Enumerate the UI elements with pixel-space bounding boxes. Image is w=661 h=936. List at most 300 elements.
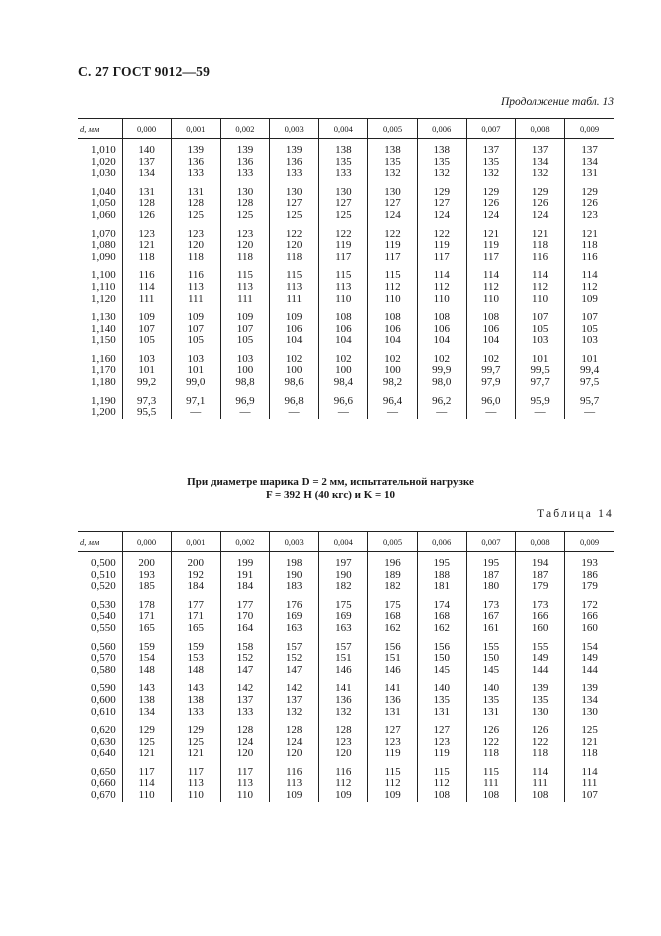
hardness-value: 104 — [384, 334, 401, 347]
hardness-value: 135 — [482, 155, 500, 168]
hardness-cell — [122, 305, 171, 347]
hardness-cell — [417, 593, 466, 635]
hardness-value: 117 — [482, 250, 499, 263]
hardness-value: 130 — [581, 705, 598, 718]
hardness-value: 114 — [138, 777, 155, 790]
hardness-value: 115 — [335, 269, 352, 282]
hardness-cell — [466, 347, 515, 389]
column-header: 0,008 — [516, 532, 565, 552]
hardness-value: 136 — [384, 693, 401, 706]
hardness-value: 133 — [335, 167, 352, 180]
hardness-value: 122 — [531, 735, 549, 748]
hardness-value: 137 — [482, 144, 500, 156]
hardness-value: 107 — [581, 311, 598, 323]
hardness-value: 131 — [581, 167, 598, 180]
hardness-value: 114 — [581, 765, 598, 778]
hardness-value: 143 — [138, 682, 155, 695]
diameter-value: 0,570 — [91, 652, 116, 665]
hardness-value: 182 — [335, 580, 352, 593]
hardness-value: 148 — [138, 663, 155, 676]
diameter-value: 1,130 — [91, 311, 116, 323]
diameter-value: 0,590 — [91, 682, 116, 695]
hardness-cell — [270, 718, 319, 760]
row-group — [78, 760, 614, 802]
hardness-value: 159 — [138, 640, 155, 653]
hardness-value: — — [337, 406, 349, 419]
hardness-value: 114 — [433, 269, 450, 282]
hardness-value: 128 — [138, 197, 155, 210]
column-header: 0,002 — [220, 532, 269, 552]
hardness-value: 101 — [531, 352, 549, 365]
hardness-cell — [417, 347, 466, 389]
hardness-cell — [270, 389, 319, 419]
hardness-value: 174 — [433, 598, 450, 611]
hardness-value: 139 — [531, 682, 549, 695]
hardness-value: 109 — [138, 311, 155, 323]
column-header: 0,003 — [270, 532, 319, 552]
hardness-value: 125 — [581, 724, 598, 736]
diameter-value: 1,090 — [91, 250, 116, 263]
row-group — [78, 552, 614, 594]
hardness-cell — [565, 718, 614, 760]
hardness-value: 173 — [531, 598, 549, 611]
hardness-value: 160 — [531, 622, 549, 635]
hardness-value: 155 — [482, 640, 500, 653]
hardness-cell — [122, 180, 171, 222]
hardness-value: 135 — [384, 155, 401, 168]
hardness-value: 106 — [433, 322, 450, 335]
hardness-cell — [171, 635, 220, 677]
hardness-cell — [171, 389, 220, 419]
diameter-value: 1,150 — [91, 334, 116, 347]
hardness-value: 113 — [286, 280, 303, 293]
diameter-value: 1,020 — [91, 155, 116, 168]
hardness-cell — [516, 389, 565, 419]
hardness-value: 167 — [482, 610, 500, 623]
hardness-value: 157 — [285, 640, 303, 653]
hardness-cell — [319, 264, 368, 306]
hardness-value: 169 — [335, 610, 352, 623]
hardness-value: 107 — [187, 322, 205, 335]
diameter-value: 1,100 — [91, 269, 116, 282]
hardness-value: 106 — [482, 322, 500, 335]
hardness-value: 158 — [236, 640, 254, 653]
hardness-cell — [565, 389, 614, 419]
hardness-cell — [565, 264, 614, 306]
diameter-value: 0,550 — [91, 622, 116, 635]
hardness-value: 103 — [236, 352, 254, 365]
hardness-value: 168 — [384, 610, 401, 623]
hardness-cell — [270, 222, 319, 264]
hardness-cell — [319, 305, 368, 347]
hardness-cell — [270, 264, 319, 306]
hardness-value: 144 — [531, 663, 549, 676]
hardness-value: 127 — [285, 197, 303, 210]
hardness-value: 114 — [532, 269, 549, 282]
hardness-value: 103 — [187, 352, 205, 365]
hardness-value: 118 — [581, 747, 598, 760]
column-header: 0,005 — [368, 532, 417, 552]
hardness-value: 132 — [285, 705, 303, 718]
hardness-value: 124 — [236, 735, 254, 748]
column-header: 0,001 — [171, 119, 220, 139]
hardness-value: 156 — [384, 640, 401, 653]
hardness-cell — [368, 593, 417, 635]
column-header: 0,007 — [466, 119, 515, 139]
hardness-value: 183 — [285, 580, 303, 593]
hardness-value: 133 — [187, 167, 205, 180]
hardness-value: 111 — [286, 292, 302, 305]
hardness-value: 109 — [236, 311, 254, 323]
hardness-cell — [220, 139, 269, 181]
hardness-value: 100 — [335, 364, 352, 377]
row-group — [78, 389, 614, 419]
hardness-value: 121 — [187, 747, 205, 760]
hardness-value: 112 — [482, 280, 499, 293]
hardness-value: 114 — [482, 269, 499, 282]
hardness-cell — [417, 305, 466, 347]
hardness-value: 111 — [532, 777, 548, 790]
hardness-value: 119 — [384, 747, 401, 760]
hardness-cell — [417, 718, 466, 760]
hardness-value: 120 — [236, 239, 254, 252]
row-group — [78, 180, 614, 222]
hardness-value: 112 — [384, 280, 401, 293]
hardness-value: 123 — [384, 735, 401, 748]
hardness-cell — [171, 718, 220, 760]
hardness-value: 99,5 — [530, 364, 550, 377]
hardness-value: 103 — [581, 334, 598, 347]
hardness-value: 187 — [531, 568, 549, 581]
hardness-value: 126 — [138, 209, 155, 222]
column-header: 0,003 — [270, 119, 319, 139]
hardness-value: 161 — [482, 622, 500, 635]
hardness-value: 138 — [335, 144, 352, 156]
hardness-value: 109 — [285, 789, 303, 802]
hardness-value: 96,8 — [284, 394, 304, 407]
hardness-value: 194 — [531, 557, 549, 569]
hardness-value: 170 — [236, 610, 254, 623]
hardness-value: 99,2 — [136, 376, 157, 389]
hardness-value: 142 — [236, 682, 254, 695]
hardness-value: 126 — [581, 197, 598, 210]
hardness-value: 116 — [532, 250, 549, 263]
hardness-value: 110 — [384, 292, 401, 305]
hardness-value: 150 — [482, 652, 500, 665]
hardness-value: 96,0 — [481, 394, 501, 407]
hardness-value: 106 — [335, 322, 352, 335]
hardness-value: 107 — [138, 322, 155, 335]
hardness-value: 184 — [236, 580, 254, 593]
column-header: 0,005 — [368, 119, 417, 139]
hardness-value: 180 — [482, 580, 500, 593]
diameter-value: 0,520 — [91, 580, 116, 593]
hardness-cell — [516, 347, 565, 389]
hardness-value: 200 — [138, 557, 155, 569]
hardness-cell — [220, 552, 269, 594]
hardness-value: 186 — [581, 568, 598, 581]
hardness-value: 116 — [335, 765, 352, 778]
hardness-value: 112 — [581, 280, 598, 293]
hardness-value: 113 — [187, 777, 204, 790]
hardness-value: 109 — [187, 311, 205, 323]
hardness-value: 149 — [581, 652, 598, 665]
hardness-value: 119 — [433, 239, 450, 252]
diameter-value: 0,660 — [91, 777, 116, 790]
hardness-value: 156 — [433, 640, 450, 653]
hardness-value: 154 — [138, 652, 155, 665]
hardness-value: 125 — [285, 209, 303, 222]
hardness-value: 126 — [531, 724, 549, 736]
hardness-value: 116 — [286, 765, 303, 778]
hardness-cell — [171, 180, 220, 222]
column-header: 0,001 — [171, 532, 220, 552]
hardness-value: 173 — [482, 598, 500, 611]
hardness-value: 134 — [138, 167, 155, 180]
hardness-cell — [220, 222, 269, 264]
diameter-value: 1,010 — [91, 144, 116, 156]
hardness-value: 108 — [433, 311, 450, 323]
hardness-value: 123 — [335, 735, 352, 748]
hardness-value: 104 — [285, 334, 303, 347]
row-group — [78, 718, 614, 760]
heading-line-2: F = 392 Н (40 кгс) и K = 10 — [265, 488, 396, 501]
hardness-value: 95,7 — [579, 394, 600, 407]
hardness-value: 136 — [187, 155, 205, 168]
hardness-value: 111 — [581, 777, 598, 790]
hardness-value: 99,7 — [481, 364, 501, 377]
hardness-value: 126 — [482, 724, 500, 736]
hardness-cell — [270, 305, 319, 347]
diameter-cell — [78, 718, 122, 760]
hardness-value: 136 — [285, 155, 303, 168]
hardness-cell — [270, 139, 319, 181]
hardness-value: 138 — [138, 693, 155, 706]
hardness-value: 162 — [433, 622, 450, 635]
hardness-value: 123 — [236, 227, 254, 240]
diameter-cell — [78, 552, 122, 594]
row-group — [78, 139, 614, 181]
hardness-cell — [319, 677, 368, 719]
hardness-cell — [220, 347, 269, 389]
hardness-value: 164 — [236, 622, 254, 635]
hardness-cell — [368, 635, 417, 677]
hardness-value: — — [436, 406, 448, 419]
column-header: 0,004 — [319, 119, 368, 139]
hardness-value: 127 — [335, 197, 352, 210]
hardness-value: 132 — [531, 167, 549, 180]
hardness-value: 121 — [138, 747, 155, 760]
hardness-cell — [270, 760, 319, 802]
hardness-cell — [220, 635, 269, 677]
hardness-value: 189 — [384, 568, 401, 581]
hardness-value: 107 — [531, 311, 549, 323]
hardness-value: 101 — [581, 352, 598, 365]
hardness-value: 137 — [581, 144, 598, 156]
hardness-value: 143 — [187, 682, 205, 695]
hardness-value: 165 — [138, 622, 155, 635]
hardness-value: 115 — [433, 765, 450, 778]
hardness-value: 125 — [335, 209, 352, 222]
hardness-cell — [319, 760, 368, 802]
hardness-value: 131 — [138, 185, 155, 198]
diameter-cell — [78, 760, 122, 802]
column-header: 0,006 — [417, 119, 466, 139]
hardness-cell — [417, 222, 466, 264]
hardness-cell — [171, 760, 220, 802]
hardness-value: 118 — [286, 250, 303, 263]
hardness-value: 96,9 — [235, 394, 255, 407]
hardness-value: 121 — [531, 227, 549, 240]
hardness-cell — [171, 677, 220, 719]
hardness-value: 129 — [138, 724, 155, 736]
hardness-cell — [516, 222, 565, 264]
hardness-value: 142 — [285, 682, 303, 695]
hardness-value: 98,6 — [284, 376, 304, 389]
hardness-value: 133 — [187, 705, 205, 718]
hardness-cell — [220, 677, 269, 719]
diameter-value: 1,080 — [91, 239, 116, 252]
hardness-value: 131 — [384, 705, 401, 718]
hardness-value: 120 — [236, 747, 254, 760]
hardness-value: 116 — [581, 250, 598, 263]
hardness-value: 102 — [384, 352, 401, 365]
hardness-value: 147 — [236, 663, 254, 676]
diameter-cell — [78, 677, 122, 719]
hardness-cell — [368, 718, 417, 760]
hardness-value: 187 — [482, 568, 500, 581]
diameter-value: 1,180 — [91, 376, 116, 389]
hardness-value: 129 — [581, 185, 598, 198]
hardness-value: 113 — [236, 280, 254, 293]
hardness-value: 190 — [335, 568, 352, 581]
diameter-value: 1,030 — [91, 167, 116, 180]
hardness-value: 147 — [285, 663, 303, 676]
hardness-value: 106 — [384, 322, 401, 335]
hardness-cell — [516, 552, 565, 594]
hardness-value: 178 — [138, 598, 155, 611]
hardness-cell — [417, 264, 466, 306]
hardness-value: 124 — [384, 209, 401, 222]
hardness-cell — [270, 635, 319, 677]
hardness-value: 99,4 — [579, 364, 600, 377]
diameter-value: 1,160 — [91, 352, 116, 365]
hardness-value: 113 — [187, 280, 204, 293]
hardness-cell — [368, 552, 417, 594]
hardness-value: 128 — [236, 724, 254, 736]
hardness-cell — [466, 180, 515, 222]
hardness-value: 191 — [236, 568, 254, 581]
hardness-value: 146 — [335, 663, 352, 676]
column-header-d: d, мм — [78, 119, 122, 139]
hardness-value: 110 — [187, 789, 204, 802]
hardness-value: 109 — [285, 311, 303, 323]
hardness-value: 181 — [433, 580, 450, 593]
hardness-cell — [516, 305, 565, 347]
hardness-value: 175 — [384, 598, 401, 611]
diameter-cell — [78, 347, 122, 389]
hardness-value: 109 — [335, 789, 352, 802]
hardness-value: — — [584, 406, 596, 419]
hardness-cell — [122, 389, 171, 419]
hardness-value: 185 — [138, 580, 155, 593]
hardness-value: 102 — [482, 352, 500, 365]
hardness-value: 104 — [482, 334, 500, 347]
hardness-value: 98,4 — [333, 376, 353, 389]
table-header-row — [78, 119, 614, 139]
hardness-value: 145 — [433, 663, 450, 676]
hardness-value: 122 — [384, 227, 401, 240]
hardness-value: 117 — [138, 765, 155, 778]
hardness-cell — [220, 760, 269, 802]
hardness-cell — [319, 180, 368, 222]
hardness-value: 105 — [236, 334, 254, 347]
hardness-value: 176 — [285, 598, 303, 611]
hardness-cell — [122, 635, 171, 677]
hardness-value: 118 — [138, 250, 155, 263]
hardness-value: 105 — [581, 322, 598, 335]
hardness-value: 132 — [335, 705, 352, 718]
hardness-value: — — [387, 406, 399, 419]
hardness-value: 193 — [581, 557, 598, 569]
diameter-value: 1,190 — [91, 394, 116, 407]
hardness-value: 179 — [531, 580, 549, 593]
hardness-cell — [565, 347, 614, 389]
hardness-value: 118 — [187, 250, 204, 263]
hardness-value: 144 — [581, 663, 598, 676]
row-group — [78, 635, 614, 677]
hardness-cell — [466, 389, 515, 419]
hardness-value: 149 — [531, 652, 549, 665]
hardness-value: 135 — [433, 693, 450, 706]
hardness-value: 182 — [384, 580, 401, 593]
hardness-value: 100 — [285, 364, 303, 377]
hardness-value: 117 — [433, 250, 450, 263]
hardness-value: 117 — [187, 765, 204, 778]
diameter-value: 1,050 — [91, 197, 116, 210]
hardness-value: 137 — [285, 693, 303, 706]
hardness-value: 118 — [581, 239, 598, 252]
hardness-cell — [516, 635, 565, 677]
hardness-cell — [466, 677, 515, 719]
hardness-value: 139 — [187, 144, 205, 156]
hardness-value: 117 — [236, 765, 254, 778]
hardness-value: 115 — [384, 269, 401, 282]
hardness-value: 102 — [335, 352, 352, 365]
hardness-value: 130 — [384, 185, 401, 198]
hardness-value: 96,4 — [382, 394, 403, 407]
hardness-cell — [319, 347, 368, 389]
hardness-value: 114 — [532, 765, 549, 778]
hardness-value: 107 — [236, 322, 254, 335]
column-header-d: d, мм — [78, 532, 122, 552]
hardness-value: 124 — [482, 209, 500, 222]
hardness-value: 110 — [335, 292, 352, 305]
hardness-value: 100 — [236, 364, 254, 377]
hardness-cell — [417, 760, 466, 802]
row-group — [78, 347, 614, 389]
hardness-value: 197 — [335, 557, 352, 569]
hardness-value: 163 — [335, 622, 352, 635]
hardness-value: 97,3 — [136, 394, 157, 407]
hardness-value: 129 — [482, 185, 500, 198]
hardness-value: 128 — [285, 724, 303, 736]
hardness-cell — [220, 305, 269, 347]
hardness-value: 115 — [482, 765, 499, 778]
hardness-cell — [368, 677, 417, 719]
hardness-value: 152 — [236, 652, 254, 665]
hardness-value: 195 — [433, 557, 450, 569]
